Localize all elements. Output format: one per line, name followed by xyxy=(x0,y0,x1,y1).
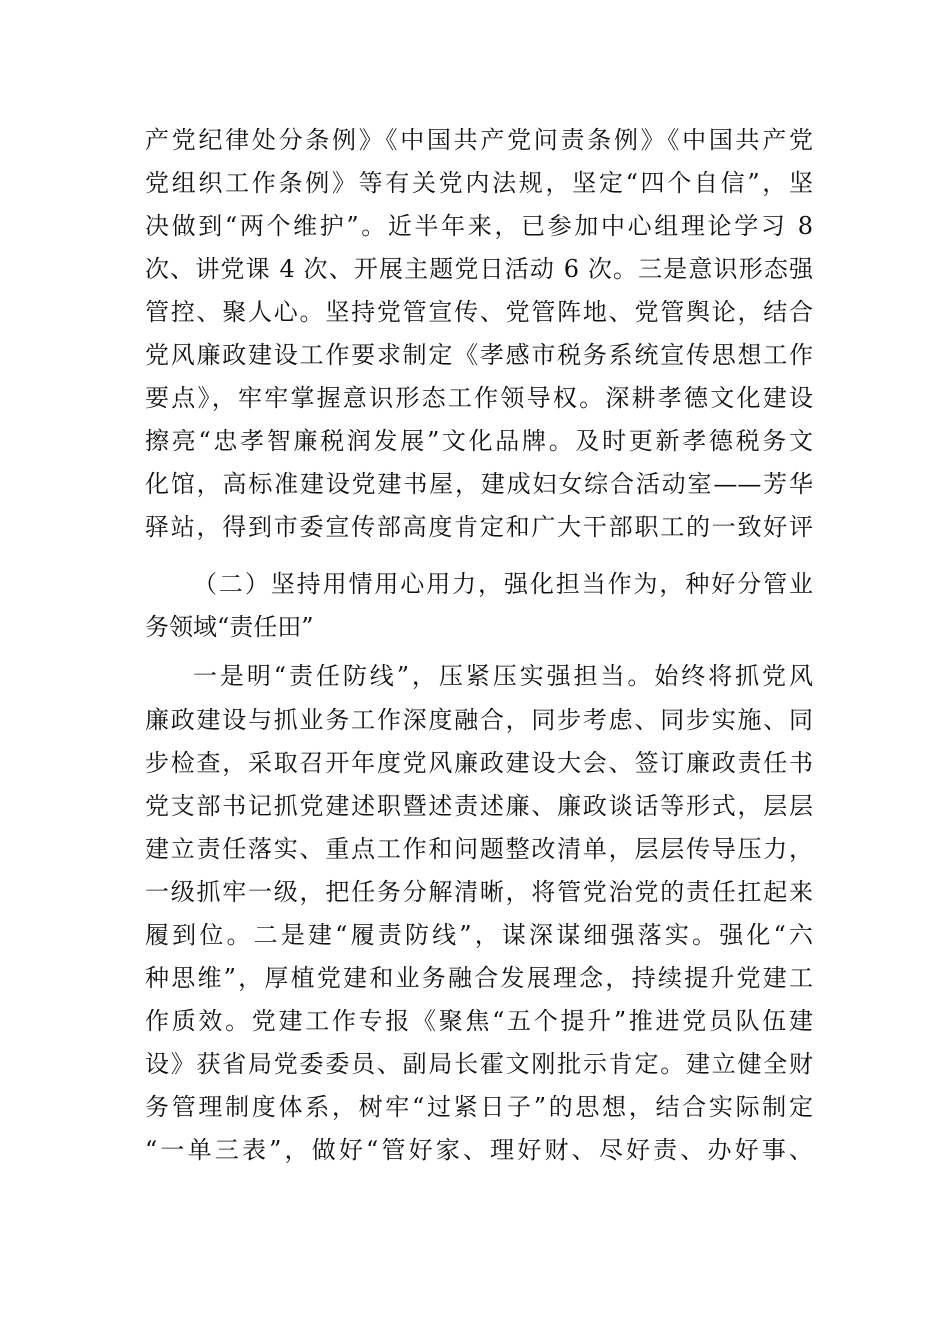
text-line: 作质效。党建工作专报《聚焦“五个提升”推进党员队伍建 xyxy=(145,1007,813,1035)
text-line: 擦亮“忠孝智廉税润发展”文化品牌。及时更新孝德税务文 xyxy=(145,427,813,455)
section-heading-line: 务领域“责任田” xyxy=(145,613,314,641)
text-line: 设》获省局党委委员、副局长霍文刚批示肯定。建立健全财 xyxy=(145,1050,813,1078)
text-line: 化馆，高标准建设党建书屋，建成妇女综合活动室——芳华 xyxy=(145,470,813,498)
text-line: 务管理制度体系，树牢“过紧日子”的思想，结合实际制定 xyxy=(145,1093,813,1121)
text-line: 驿站，得到市委宣传部高度肯定和广大干部职工的一致好评 xyxy=(145,513,813,541)
text-line: 建立责任落实、重点工作和问题整改清单，层层传导压力， xyxy=(145,835,813,863)
section-heading-line: （二）坚持用情用心用力，强化担当作为，种好分管业 xyxy=(193,570,813,598)
text-line: 产党纪律处分条例》《中国共产党问责条例》《中国共产党 xyxy=(145,126,813,154)
text-line: “一单三表”，做好“管好家、理好财、尽好责、办好事、 xyxy=(145,1136,813,1164)
text-line: 步检查，采取召开年度党风廉政建设大会、签订廉政责任书 xyxy=(145,749,813,777)
text-line: 要点》，牢牢掌握意识形态工作领导权。深耕孝德文化建设 xyxy=(145,384,813,412)
text-line: 履到位。二是建“履责防线”，谋深谋细强落实。强化“六 xyxy=(145,921,813,949)
text-line: 决做到“两个维护”。近半年来，已参加中心组理论学习 8 xyxy=(145,212,813,240)
text-line: 党组织工作条例》等有关党内法规，坚定“四个自信”，坚 xyxy=(145,169,813,197)
paragraph-first-line: 一是明“责任防线”，压紧压实强担当。始终将抓党风 xyxy=(193,662,813,690)
text-line: 次、讲党课 4 次、开展主题党日活动 6 次。三是意识形态强 xyxy=(145,255,813,283)
text-line: 党风廉政建设工作要求制定《孝感市税务系统宣传思想工作 xyxy=(145,341,813,369)
text-line: 一级抓牢一级，把任务分解清晰，将管党治党的责任扛起来 xyxy=(145,878,813,906)
text-line: 廉政建设与抓业务工作深度融合，同步考虑、同步实施、同 xyxy=(145,706,813,734)
text-line: 管控、聚人心。坚持党管宣传、党管阵地、党管舆论，结合 xyxy=(145,298,813,326)
text-line: 党支部书记抓党建述职暨述责述廉、廉政谈话等形式，层层 xyxy=(145,792,813,820)
text-line: 种思维”，厚植党建和业务融合发展理念，持续提升党建工 xyxy=(145,964,813,992)
